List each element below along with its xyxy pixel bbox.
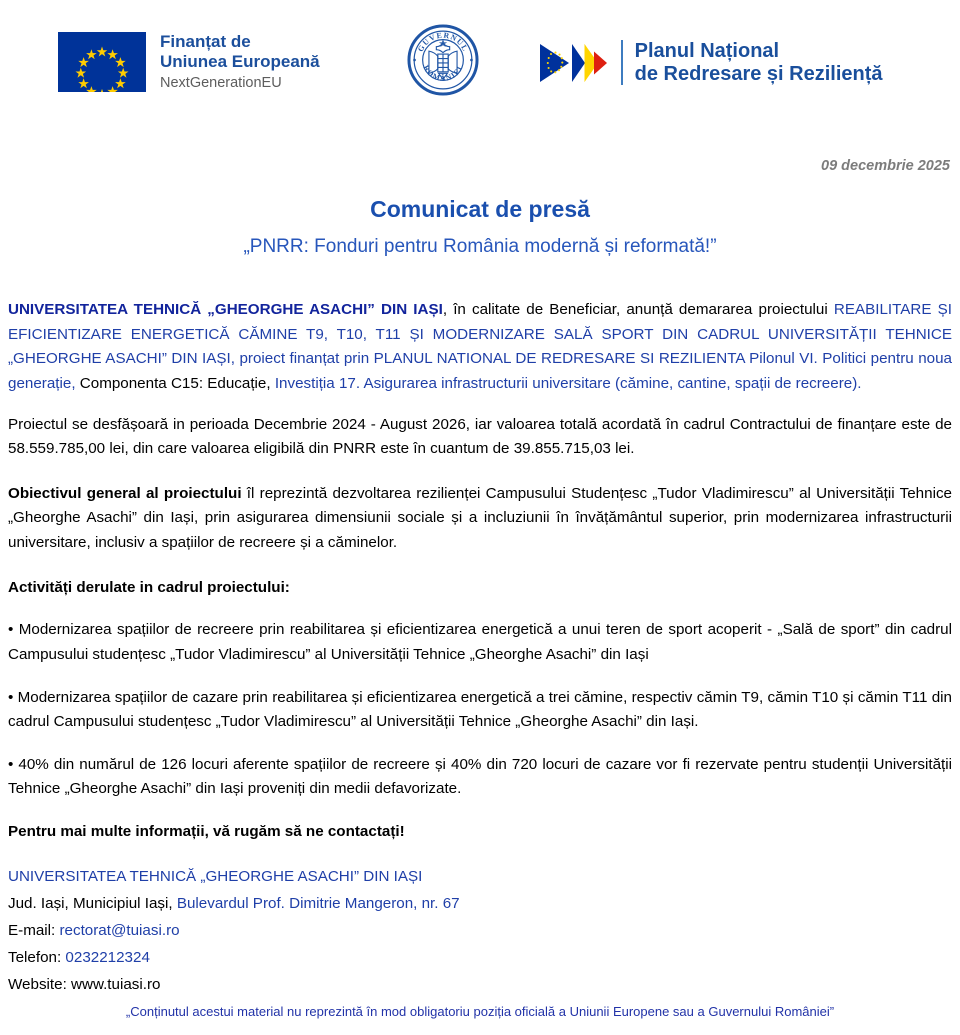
paragraph-project-announcement (8, 298, 952, 397)
component-label: Componenta C15: Educație, (79, 374, 271, 392)
contact-invitation-heading: Pentru mai multe informații, vă rugăm să ne contactați! (8, 823, 405, 840)
beneficiary-name: UNIVERSITATEA TEHNICĂ „GHEORGHE ASACHI” DIN IAȘI (8, 301, 443, 318)
general-objective-label: Obiectivul general al proiectului (8, 484, 242, 502)
activity-bullet-2: • Modernizarea spațiilor de cazare prin reabilitarea și eficientizarea energetică a trei cămine, respectiv cămin T9, cămin T10 și cămin T11 din cadrul Campusului studențesc „Tudor Vladimirescu” al Universității Tehnice „Gheorghe Asachi” din Iași. (8, 688, 952, 731)
contact-email: E-mail: rectorat@tuiasi.ro (8, 921, 180, 939)
pnrr-arrows-icon (538, 40, 610, 86)
investment-label: Investiția 17. Asigurarea infrastructurii universitare (cămine, cantine, spații de recreere). (270, 374, 862, 392)
contact-address: Jud. Iași, Municipiul Iași, Bulevardul Prof. Dimitrie Mangeron, nr. 67 (8, 894, 460, 912)
publication-date: 09 decembrie 2025 (821, 158, 950, 174)
page-subtitle: „PNRR: Fonduri pentru România modernă și reformată!” (243, 236, 717, 257)
activity-bullet-1: • Modernizarea spațiilor de recreere prin reabilitarea și eficientizarea energetică a unui teren de sport acoperit - „Sală de sport” din cadrul Campusului studențesc „Tudor Vladimirescu” al Universității Tehnice „Gheorghe Asachi” din Iași (8, 621, 952, 663)
project-title: REABILITARE ȘI EFICIENTIZARE ENERGETICĂ CĂMINE T9, T10, T11 ȘI MODERNIZARE SALĂ SPORT DIN CADRUL UNIVERSITĂȚII TEHNICE „GHEORGHE ASACHI” DIN IAȘI (8, 301, 952, 368)
eu-logo-line3: NextGenerationEU (160, 75, 282, 92)
contact-phone: Telefon: 0232212324 (8, 948, 150, 966)
eu-stars-icon (58, 32, 146, 92)
romanian-government-seal-logo (406, 23, 480, 102)
paragraph-period-and-value: Proiectul se desfășoară in perioada Decembrie 2024 - August 2026, iar valoarea totală acordată în cadrul Contractului de finanțare este de 58.559.785,00 lei, din care valoarea eligibilă din PNRR este în cuantum de 39.855.715,03 lei. (8, 415, 952, 458)
government-seal-icon (406, 23, 480, 97)
announcement-connector: , în calitate de Beneficiar, anunță demararea proiectului (442, 301, 834, 318)
eu-funding-logo (58, 32, 320, 92)
activity-bullet-3: • 40% din numărul de 126 locuri aferente spațiilor de recreere și 40% din 720 locuri de cazare vor fi rezervate pentru studenții Universității Tehnice „Gheorghe Asachi” din Iași proveniți din medii defavorizate. (8, 755, 952, 798)
eu-logo-line2: Uniunea Europeană (160, 52, 320, 72)
phone-number[interactable]: 0232212324 (65, 948, 150, 966)
activities-heading: Activități derulate in cadrul proiectului: (8, 578, 290, 596)
contact-block (8, 863, 952, 998)
funding-source: , proiect finanțat prin PLANUL NATIONAL DE REDRESARE SI REZILIENTA Pilonul VI. Politici pentru noua generație, (8, 350, 952, 392)
footer-disclaimer: „Conținutul acestui material nu reprezintă în mod obligatoriu poziția oficială a Uniunii Europene sau a Guvernului României” (125, 1004, 835, 1019)
general-objective-text: îl reprezintă dezvoltarea rezilienței Campusului Studențesc „Tudor Vladimirescu” al Universității Tehnice „Gheorghe Asachi” din Iași, prin asigurarea dimensiunii sociale și a incluziunii în învățământul superior, prin modernizarea infrastructurii universitare, inclusiv a spațiilor de recreere și a căminelor. (8, 484, 952, 551)
pnrr-logo-line1: Planul Național (634, 39, 780, 62)
contact-organization: UNIVERSITATEA TEHNICĂ „GHEORGHE ASACHI” DIN IAȘI (8, 867, 423, 885)
eu-logo-text (160, 32, 320, 92)
document-body (0, 298, 960, 998)
pnrr-logo-text (621, 40, 883, 86)
eu-flag-icon (58, 32, 146, 92)
logo-bar (0, 0, 960, 125)
pnrr-logo (538, 40, 883, 86)
eu-logo-line1: Finanțat de (160, 32, 251, 52)
svg-text:ROMÂNIEI: ROMÂNIEI (421, 63, 465, 83)
svg-text:GUVERNUL: GUVERNUL (415, 30, 470, 54)
contact-website: Website: www.tuiasi.ro (8, 975, 161, 993)
page-title: Comunicat de presă (370, 196, 590, 222)
email-link[interactable]: rectorat@tuiasi.ro (59, 921, 180, 939)
paragraph-general-objective (8, 482, 952, 556)
pnrr-logo-line2: de Redresare și Reziliență (634, 62, 883, 85)
